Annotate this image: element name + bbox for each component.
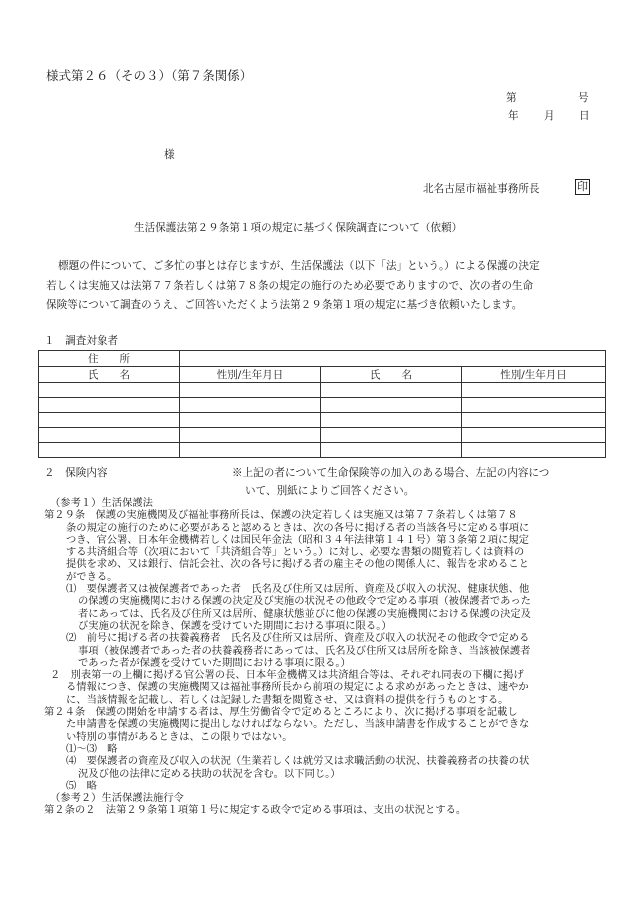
- reference-line: （参考１）生活保護法: [50, 497, 153, 509]
- reference-line: ⑷ 要保護者の資産及び収入の状況（生業若しくは就労又は求職活動の状況、扶養義務者の扶養の状: [66, 755, 530, 768]
- section2-title: ２ 保険内容: [44, 467, 108, 479]
- date-year-label: 年: [508, 110, 519, 122]
- reference-line: い特別の事情があるときは、この限りではない。: [66, 730, 293, 743]
- reference-line: た申請書を保護の実施機関に提出しなければならない。ただし、当該申請書を作成することができな: [66, 718, 530, 731]
- address-value-cell: [180, 351, 606, 367]
- form-id: 様式第２６（その３）（第７条関係）: [46, 68, 253, 83]
- reference-line: に、当該情報を記載し、若しくは記録した書類を閲覧させ、又は資料の提供を行うものとする。: [66, 693, 509, 706]
- section2-note-line-2: いて、別紙によりご回答ください。: [245, 485, 415, 497]
- seal-mark: 印: [577, 180, 588, 193]
- reference-line: び実施の状況を除き、保護を受けていた期間における事項に限る。）: [78, 619, 392, 632]
- table-row: [39, 428, 606, 443]
- number-gou-label: 号: [578, 92, 589, 104]
- document-title: 生活保護法第２９条第１項の規定に基づく保険調査について（依頼）: [134, 222, 463, 234]
- table-row: [39, 413, 606, 428]
- header-row: [39, 367, 606, 383]
- date-month-label: 月: [544, 110, 555, 122]
- table-row: [39, 383, 606, 398]
- reference-line: する共済組合等（次項において「共済組合等」という。）に対し、必要な書類の閲覧若しくは資料の: [66, 546, 525, 559]
- address-label-cell: 住 所: [39, 351, 180, 367]
- reference-line: 者にあっては、氏名及び住所又は居所、健康状態並びに他の保護の実施機関における保護の決定及: [78, 607, 531, 620]
- reference-line: ２ 別表第一の上欄に掲げる官公署の長、日本年金機構又は共済組合等は、それぞれ同表の下欄に掲げ: [50, 669, 524, 682]
- reference-line: ができる。: [66, 570, 118, 583]
- reference-line: （参考２）生活保護法施行令: [50, 792, 184, 805]
- sender-name: 北名古屋市福祉事務所長: [423, 183, 540, 195]
- number-dai-label: 第: [506, 92, 517, 104]
- intro-line-2: 若しくは実施又は法第７７条若しくは第７８条の規定の施行のため必要でありますので、次の者の生命: [46, 280, 534, 292]
- reference-line: 第２９条 保護の実施機関及び福祉事務所長は、保護の決定若しくは実施又は第７７条若しくは第７８: [44, 509, 518, 522]
- reference-text: [44, 497, 610, 817]
- intro-line-3: 保険等について調査のうえ、ご回答いただくよう法第２９条第１項の規定に基づき依頼いたします。: [46, 299, 523, 311]
- reference-line: 事項（被保護者であった者の扶養義務者にあっては、氏名及び住所又は居所を除き、当該被保護者: [78, 644, 531, 657]
- table-row: [39, 443, 606, 458]
- reference-line: ⑴ 要保護者又は被保護者であった者 氏名及び住所又は居所、資産及び収入の状況、健康状態、他: [66, 583, 530, 596]
- address-row: [39, 351, 606, 367]
- table-row: [39, 398, 606, 413]
- reference-line: の保護の実施機関における保護の決定及び実施の状況その他政令で定める事項（被保護者であった: [78, 595, 531, 608]
- addressee-suffix: 様: [164, 149, 175, 161]
- reference-line: 条の規定の施行のために必要があると認めるときは、次の各号に掲げる者の当該各号に定める事項に: [66, 521, 530, 534]
- name-header-1: 氏 名: [39, 367, 180, 383]
- reference-line: ⑸ 略: [66, 779, 97, 792]
- section1-title: １ 調査対象者: [44, 335, 119, 347]
- sex-dob-header-2: 性別/生年月日: [462, 367, 606, 383]
- reference-line: 第２４条 保護の開始を申請する者は、厚生労働省令で定めるところにより、次に掲げる事項を記載し: [44, 706, 518, 719]
- reference-line: 第２条の２ 法第２９条第１項第１号に規定する政令で定める事項は、支出の状況とする。: [44, 804, 467, 817]
- reference-line: 況及び他の法律に定める扶助の状況を含む。以下同じ。）: [78, 767, 341, 780]
- reference-line: 提供を求め、又は銀行、信託会社、次の各号に掲げる者の雇主その他の関係人に、報告を求めること: [66, 558, 529, 571]
- intro-line-1: 標題の件について、ご多忙の事とは存じますが、生活保護法（以下「法」という。）による保護の決定: [58, 260, 540, 272]
- date-day-label: 日: [579, 110, 590, 122]
- reference-line: ⑴～⑶ 略: [66, 742, 118, 755]
- reference-line: ⑵ 前号に掲げる者の扶養義務者 氏名及び住所又は居所、資産及び収入の状況その他政令で定める: [66, 632, 530, 645]
- name-header-2: 氏 名: [321, 367, 462, 383]
- sex-dob-header-1: 性別/生年月日: [180, 367, 321, 383]
- target-persons-table: [38, 350, 606, 458]
- reference-line: る情報につき、保護の実施機関又は福祉事務所長から前項の規定による求めがあったときは、速やか: [66, 681, 529, 694]
- section2-note-line-1: ※上記の者について生命保険等の加入のある場合、左記の内容につ: [232, 467, 550, 479]
- reference-line: であった者が保護を受けていた期間における事項に限る。）: [78, 656, 351, 669]
- reference-line: つき、官公署、日本年金機構若しくは国民年金法（昭和３４年法律第１４１号）第３条第２項に規定: [66, 533, 529, 546]
